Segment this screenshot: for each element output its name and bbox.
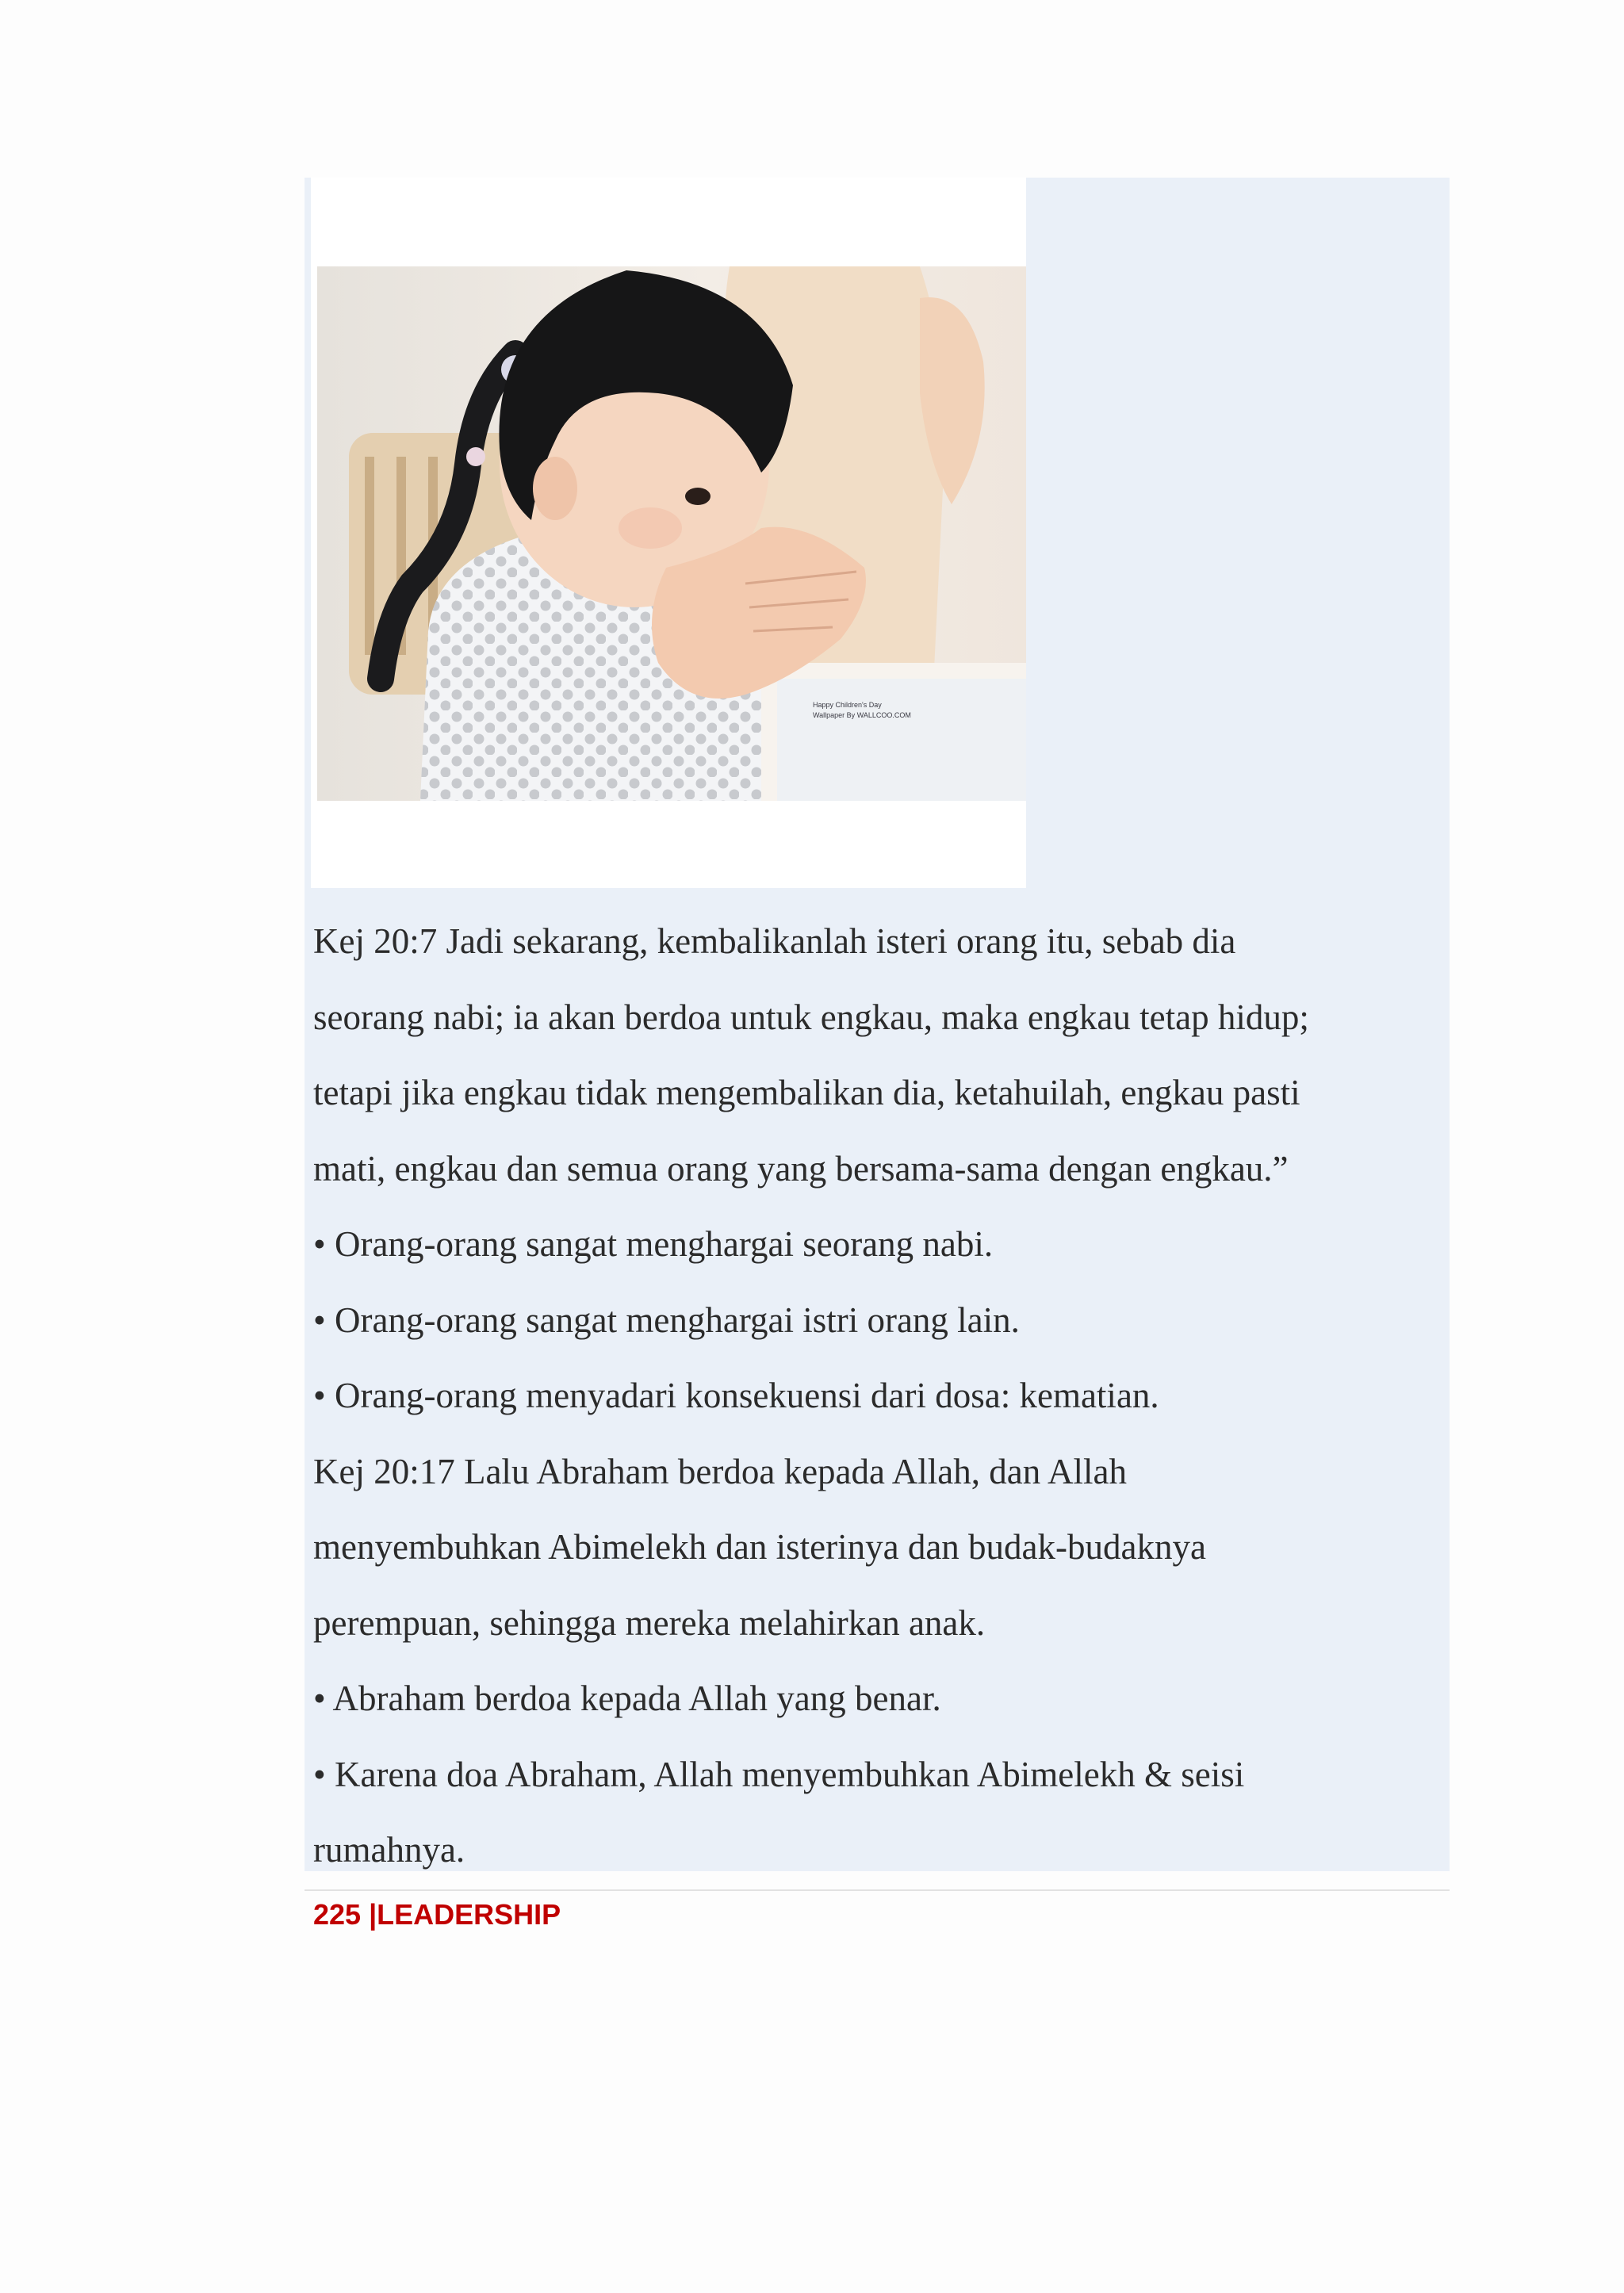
body-line: seorang nabi; ia akan berdoa untuk engkau, maka engkau tetap hidup; bbox=[313, 997, 1309, 1037]
watermark-line-2: Wallpaper By WALLCOO.COM bbox=[813, 711, 911, 719]
photo-watermark bbox=[813, 700, 911, 721]
bullet-item: • Orang-orang sangat menghargai istri orang lain. bbox=[313, 1300, 1020, 1340]
body-line: Kej 20:7 Jadi sekarang, kembalikanlah isteri orang itu, sebab dia bbox=[313, 921, 1236, 961]
body-line: mati, engkau dan semua orang yang bersama-sama dengan engkau.” bbox=[313, 1148, 1289, 1189]
body-line: perempuan, sehingga mereka melahirkan anak. bbox=[313, 1602, 986, 1643]
body-line: rumahnya. bbox=[313, 1830, 465, 1870]
bullet-item: • Karena doa Abraham, Allah menyembuhkan Abimelekh & seisi bbox=[313, 1754, 1245, 1794]
page-footer bbox=[313, 1898, 561, 1931]
body-text bbox=[313, 904, 1439, 1889]
bullet-item: • Abraham berdoa kepada Allah yang benar. bbox=[313, 1679, 941, 1718]
body-line: tetapi jika engkau tidak mengembalikan dia, ketahuilah, engkau pasti bbox=[313, 1073, 1300, 1112]
watermark-line-1: Happy Children's Day bbox=[813, 701, 882, 709]
body-line: menyembuhkan Abimelekh dan isterinya dan budak-budaknya bbox=[313, 1527, 1206, 1567]
footer-separator: | bbox=[361, 1898, 377, 1931]
bullet-item: • Orang-orang menyadari konsekuensi dari dosa: kematian. bbox=[313, 1376, 1159, 1415]
page-number: 225 bbox=[313, 1898, 362, 1931]
footer-section-title: LEADERSHIP bbox=[377, 1898, 561, 1931]
footer-divider bbox=[304, 1889, 1450, 1891]
bullet-item: • Orang-orang sangat menghargai seorang nabi. bbox=[313, 1224, 994, 1264]
praying-child-photo bbox=[317, 266, 1026, 801]
body-line: Kej 20:17 Lalu Abraham berdoa kepada Allah, dan Allah bbox=[313, 1451, 1127, 1491]
